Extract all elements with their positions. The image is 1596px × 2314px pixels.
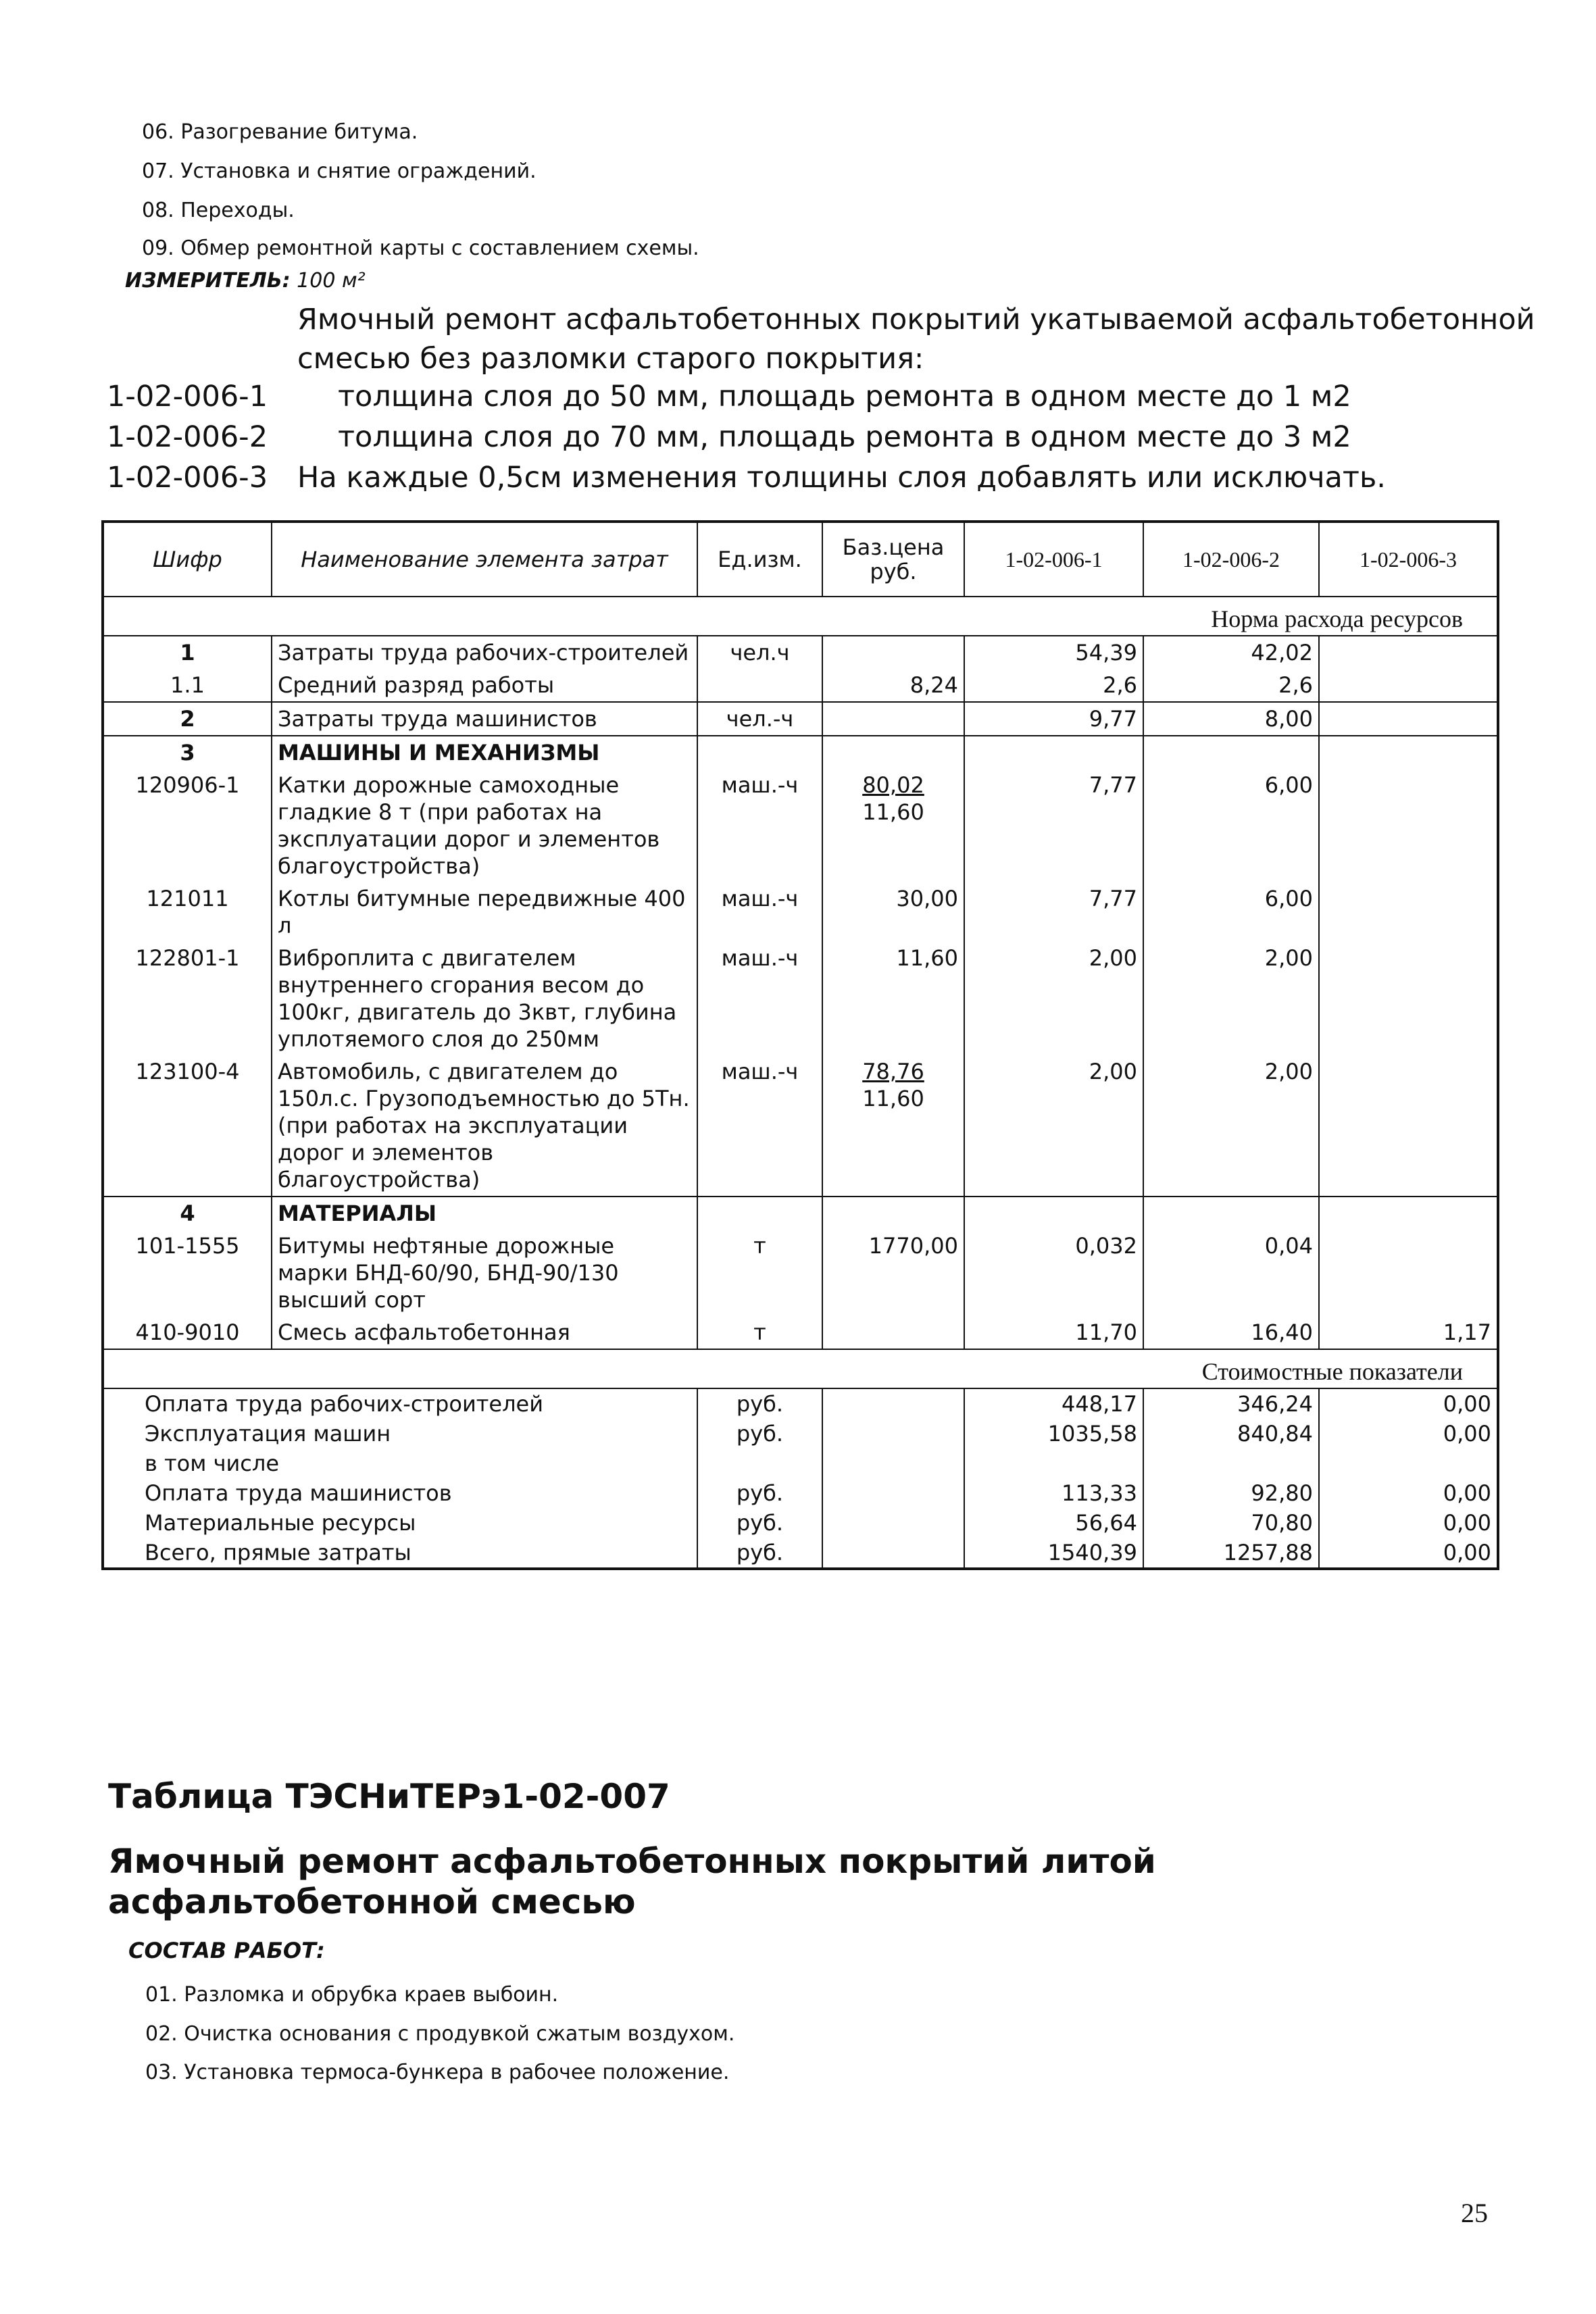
row-name: Битумы нефтяные дорожные марки БНД-60/90, БНД-90/130 высший сорт (272, 1230, 697, 1316)
cost-unit (697, 1449, 822, 1478)
row-name: Виброплита с двигателем внутреннего сгорания весом до 100кг, двигатель до 3квт, глубина уплотяемого слоя до 250мм (272, 942, 697, 1055)
item-text: На каждые 0,5см изменения толщины слоя добавлять или исключать. (297, 461, 1386, 495)
cost-price (822, 1388, 964, 1419)
row-code: 122801-1 (103, 942, 272, 1055)
row-price: 1770,00 (822, 1230, 964, 1316)
header-unit: Ед.изм. (697, 522, 822, 597)
cost-row (103, 1508, 1498, 1538)
row-unit (697, 1197, 822, 1230)
row-name: Затраты труда рабочих-строителей (272, 636, 697, 669)
cost-label: Материальные ресурсы (103, 1508, 697, 1538)
item-code: 1-02-006-2 (107, 420, 268, 454)
row-code: 120906-1 (103, 769, 272, 882)
table-row (103, 769, 1498, 882)
table-row (103, 942, 1498, 1055)
cost-price (822, 1419, 964, 1449)
item-text: толщина слоя до 70 мм, площадь ремонта в одном месте до 3 м2 (338, 420, 1351, 454)
row-code: 410-9010 (103, 1316, 272, 1349)
row-unit: маш.-ч (697, 1055, 822, 1197)
work-step: 09. Обмер ремонтной карты с составлением схемы. (142, 236, 699, 260)
row-name: Котлы битумные передвижные 400 л (272, 882, 697, 942)
row-v1: 11,70 (964, 1316, 1143, 1349)
row-code: 1 (103, 636, 272, 669)
table-header (103, 522, 1498, 597)
row-unit: маш.-ч (697, 882, 822, 942)
cost-row (103, 1538, 1498, 1569)
cost-unit: руб. (697, 1478, 822, 1508)
row-v1: 54,39 (964, 636, 1143, 669)
table-row (103, 1230, 1498, 1316)
row-v1: 9,77 (964, 702, 1143, 736)
row-v3 (1319, 736, 1498, 769)
row-price (822, 1316, 964, 1349)
cost-label: в том числе (103, 1449, 697, 1478)
row-v1 (964, 736, 1143, 769)
page-number: 25 (1461, 2198, 1488, 2228)
row-price (822, 636, 964, 669)
cost-v2: 1257,88 (1143, 1538, 1319, 1569)
row-code: 1.1 (103, 669, 272, 702)
header-price: Баз.цена руб. (822, 522, 964, 597)
cost-price (822, 1449, 964, 1478)
cost-label: Оплата труда машинистов (103, 1478, 697, 1508)
row-v3 (1319, 942, 1498, 1055)
cost-label: Всего, прямые затраты (103, 1538, 697, 1569)
cost-v1: 1035,58 (964, 1419, 1143, 1449)
cost-unit: руб. (697, 1419, 822, 1449)
work-step: 06. Разогревание битума. (142, 120, 418, 144)
cost-v3: 0,00 (1319, 1478, 1498, 1508)
row-code: 2 (103, 702, 272, 736)
cost-v3 (1319, 1449, 1498, 1478)
table-row (103, 736, 1498, 769)
description-line: Ямочный ремонт асфальтобетонных покрытий укатываемой асфальтобетонной (297, 303, 1535, 336)
table-row (103, 882, 1498, 942)
row-v2 (1143, 1197, 1319, 1230)
work-step: 08. Переходы. (142, 199, 295, 222)
measure-value: 100 м² (297, 269, 366, 293)
row-unit: т (697, 1316, 822, 1349)
row-name: Средний разряд работы (272, 669, 697, 702)
cost-v2 (1143, 1449, 1319, 1478)
cost-v2: 840,84 (1143, 1419, 1319, 1449)
cost-v3: 0,00 (1319, 1538, 1498, 1569)
row-v3 (1319, 1197, 1498, 1230)
cost-row (103, 1419, 1498, 1449)
work-step: 01. Разломка и обрубка краев выбоин. (145, 1983, 559, 2007)
header-name: Наименование элемента затрат (272, 522, 697, 597)
measure-line (125, 269, 366, 293)
row-v2: 16,40 (1143, 1316, 1319, 1349)
composition-label: СОСТАВ РАБОТ: (128, 1938, 325, 1963)
row-name: МАШИНЫ И МЕХАНИЗМЫ (272, 736, 697, 769)
table-row (103, 1055, 1498, 1197)
row-code: 4 (103, 1197, 272, 1230)
item-text: толщина слоя до 50 мм, площадь ремонта в одном месте до 1 м2 (338, 380, 1351, 413)
header-col1: 1-02-006-1 (964, 522, 1143, 597)
item-code: 1-02-006-1 (107, 380, 268, 413)
work-step: 03. Установка термоса-бункера в рабочее положение. (145, 2061, 730, 2084)
header-col3: 1-02-006-3 (1319, 522, 1498, 597)
item-code: 1-02-006-3 (107, 461, 268, 495)
row-price: 30,00 (822, 882, 964, 942)
row-v2: 6,00 (1143, 882, 1319, 942)
price-top: 80,02 (862, 772, 924, 798)
row-v1: 0,032 (964, 1230, 1143, 1316)
cost-label: Оплата труда рабочих-строителей (103, 1388, 697, 1419)
row-unit (697, 669, 822, 702)
cost-price (822, 1478, 964, 1508)
row-v3 (1319, 669, 1498, 702)
price-bottom: 11,60 (862, 799, 924, 825)
row-unit: маш.-ч (697, 942, 822, 1055)
cost-v3: 0,00 (1319, 1419, 1498, 1449)
cost-v3: 0,00 (1319, 1508, 1498, 1538)
work-step: 07. Установка и снятие ограждений. (142, 159, 537, 183)
row-code: 101-1555 (103, 1230, 272, 1316)
cost-row (103, 1478, 1498, 1508)
row-v2: 0,04 (1143, 1230, 1319, 1316)
row-name: Смесь асфальтобетонная (272, 1316, 697, 1349)
price-bottom: 11,60 (862, 1086, 924, 1111)
row-v2: 6,00 (1143, 769, 1319, 882)
row-v2: 2,6 (1143, 669, 1319, 702)
row-name: МАТЕРИАЛЫ (272, 1197, 697, 1230)
row-unit: т (697, 1230, 822, 1316)
row-price (822, 1197, 964, 1230)
row-v2 (1143, 736, 1319, 769)
cost-v1: 113,33 (964, 1478, 1143, 1508)
price-top: 78,76 (862, 1059, 924, 1084)
cost-unit: руб. (697, 1538, 822, 1569)
table-row (103, 1316, 1498, 1349)
row-v2: 2,00 (1143, 1055, 1319, 1197)
measure-label: ИЗМЕРИТЕЛЬ: (125, 269, 291, 293)
band-cost-row (103, 1349, 1498, 1388)
row-code: 121011 (103, 882, 272, 942)
description-line: смесью без разломки старого покрытия: (297, 342, 924, 376)
row-v1: 7,77 (964, 769, 1143, 882)
row-price (822, 1055, 964, 1197)
cost-row (103, 1388, 1498, 1419)
cost-v1: 56,64 (964, 1508, 1143, 1538)
row-v3: 1,17 (1319, 1316, 1498, 1349)
band-cost: Стоимостные показатели (103, 1349, 1498, 1388)
cost-price (822, 1508, 964, 1538)
cost-v1: 448,17 (964, 1388, 1143, 1419)
row-code: 3 (103, 736, 272, 769)
row-name: Затраты труда машинистов (272, 702, 697, 736)
header-col2: 1-02-006-2 (1143, 522, 1319, 597)
row-v2: 2,00 (1143, 942, 1319, 1055)
cost-unit: руб. (697, 1508, 822, 1538)
row-price (822, 769, 964, 882)
work-step: 02. Очистка основания с продувкой сжатым воздухом. (145, 2022, 735, 2046)
row-v1: 2,6 (964, 669, 1143, 702)
row-v3 (1319, 1230, 1498, 1316)
row-v1: 7,77 (964, 882, 1143, 942)
row-v3 (1319, 1055, 1498, 1197)
cost-v1 (964, 1449, 1143, 1478)
table-row (103, 669, 1498, 702)
table-row (103, 636, 1498, 669)
cost-v2: 70,80 (1143, 1508, 1319, 1538)
table-row (103, 1197, 1498, 1230)
row-v1 (964, 1197, 1143, 1230)
cost-unit: руб. (697, 1388, 822, 1419)
row-unit (697, 736, 822, 769)
row-v3 (1319, 769, 1498, 882)
next-table-subtitle: Ямочный ремонт асфальтобетонных покрытий литой асфальтобетонной смесью (108, 1842, 1156, 1921)
row-price: 8,24 (822, 669, 964, 702)
cost-label: Эксплуатация машин (103, 1419, 697, 1449)
header-code: Шифр (103, 522, 272, 597)
cost-row (103, 1449, 1498, 1478)
row-v1: 2,00 (964, 1055, 1143, 1197)
cost-v3: 0,00 (1319, 1388, 1498, 1419)
row-unit: чел.ч (697, 636, 822, 669)
cost-v1: 1540,39 (964, 1538, 1143, 1569)
row-v3 (1319, 702, 1498, 736)
resource-table (101, 520, 1499, 1570)
cost-v2: 92,80 (1143, 1478, 1319, 1508)
row-unit: чел.-ч (697, 702, 822, 736)
band-norm-row (103, 597, 1498, 636)
row-v2: 8,00 (1143, 702, 1319, 736)
row-name: Катки дорожные самоходные гладкие 8 т (при работах на эксплуатации дорог и элементов благоустройства) (272, 769, 697, 882)
cost-v2: 346,24 (1143, 1388, 1319, 1419)
row-v3 (1319, 882, 1498, 942)
cost-price (822, 1538, 964, 1569)
next-table-title: Таблица ТЭСНиТЕРэ1-02-007 (108, 1777, 670, 1816)
table-row (103, 702, 1498, 736)
band-norm: Норма расхода ресурсов (103, 597, 1498, 636)
row-unit: маш.-ч (697, 769, 822, 882)
row-v2: 42,02 (1143, 636, 1319, 669)
row-price: 11,60 (822, 942, 964, 1055)
row-price (822, 736, 964, 769)
row-v3 (1319, 636, 1498, 669)
row-name: Автомобиль, с двигателем до 150л.с. Грузоподъемностью до 5Тн. (при работах на эксплуатации дорог и элементов благоустройства) (272, 1055, 697, 1197)
row-price (822, 702, 964, 736)
row-v1: 2,00 (964, 942, 1143, 1055)
row-code: 123100-4 (103, 1055, 272, 1197)
